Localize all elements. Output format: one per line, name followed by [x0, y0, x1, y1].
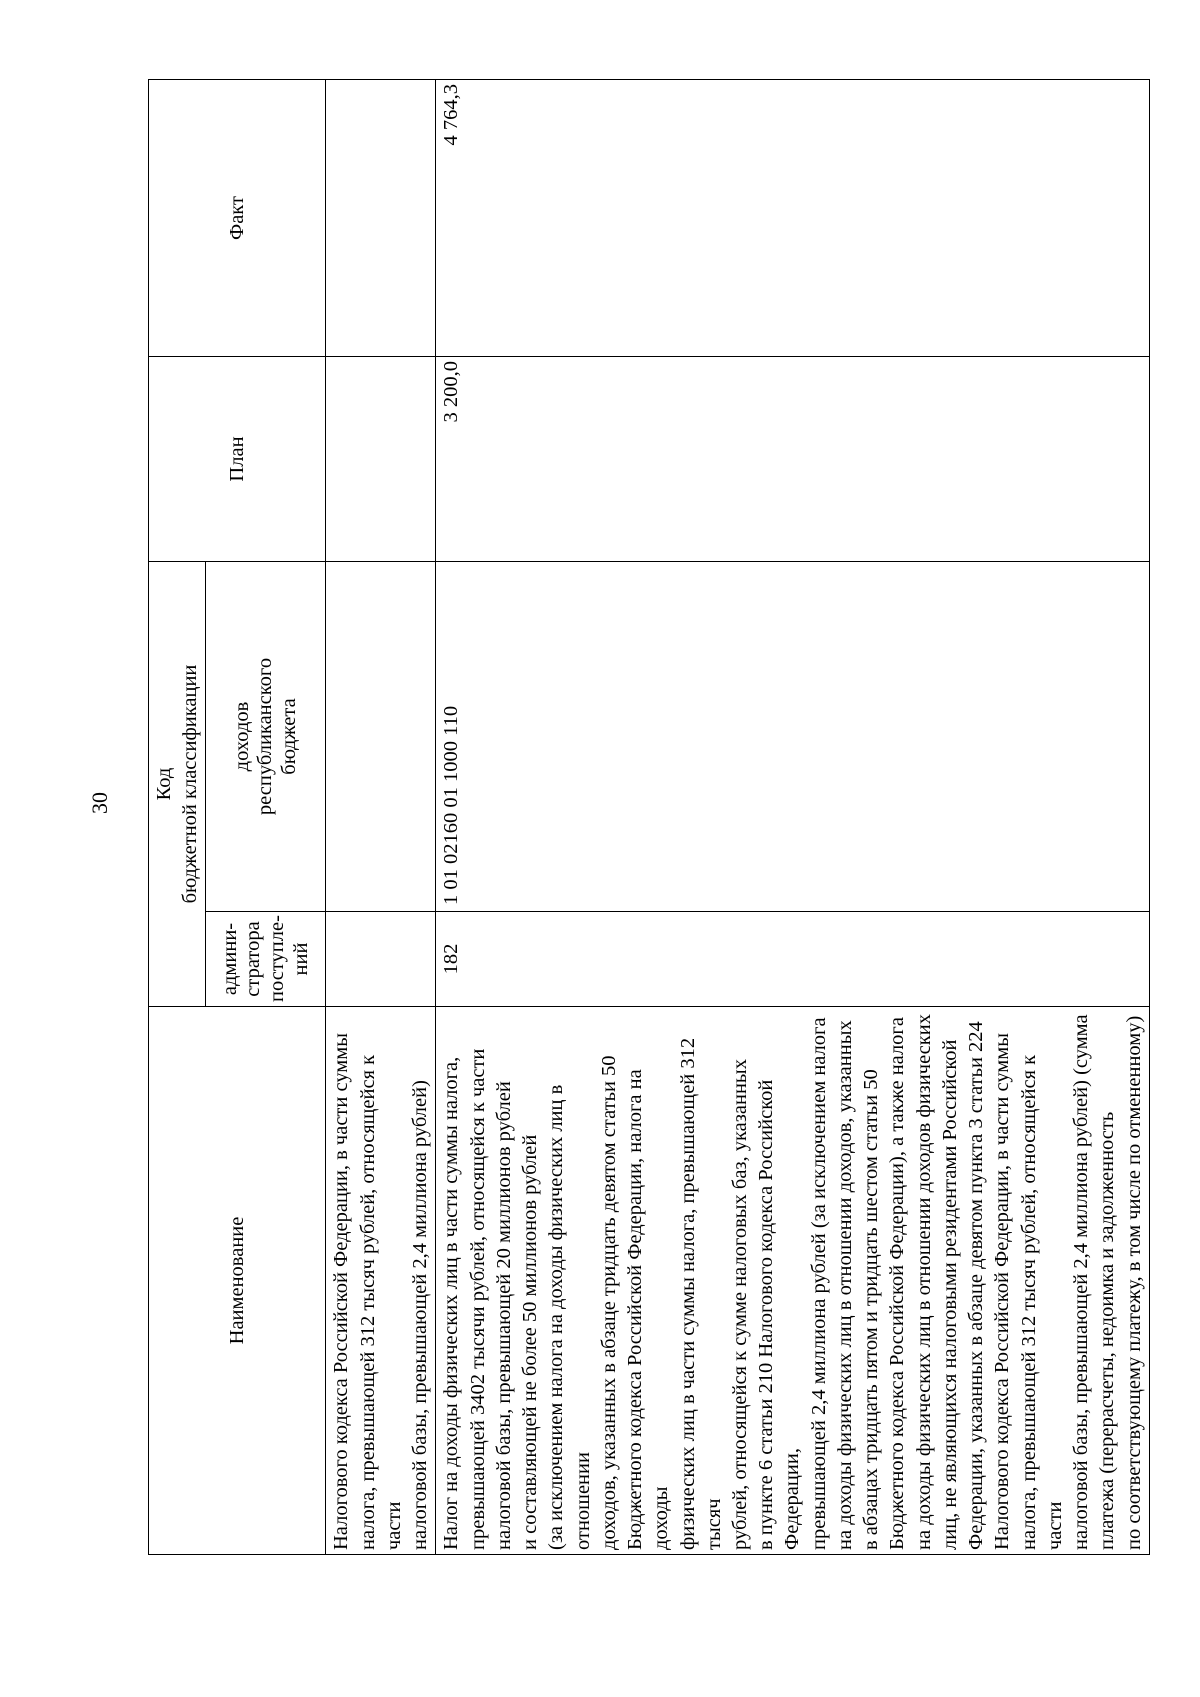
header-administrator: админи- стратора поступле- ний	[206, 912, 326, 1007]
row-fact	[326, 80, 436, 357]
rotated-table-wrapper	[148, 80, 1145, 1555]
row-code	[326, 562, 436, 912]
header-code-group: Код бюджетной классификации	[149, 562, 206, 1007]
row-plan: 3 200,0	[436, 357, 1149, 562]
row-plan	[326, 357, 436, 562]
row-administrator	[326, 912, 436, 1007]
header-plan: План	[149, 357, 326, 562]
row-name: Налогового кодекса Российской Федерации, в части суммы налога, превышающей 312 тысяч рублей, относящейся к части налоговой базы, превышающей 2,4 миллиона рублей)	[326, 1007, 436, 1555]
header-revenue: доходов республиканского бюджета	[206, 562, 326, 912]
table-row	[326, 80, 436, 1555]
table-row	[436, 80, 1149, 1555]
row-administrator: 182	[436, 912, 1149, 1007]
row-name: Налог на доходы физических лиц в части суммы налога, превышающей 3402 тысячи рублей, относящейся к части налоговой базы, превышающей 20 миллионов рублей и составляющей не более 50 миллионов рублей (за исключением налога на доходы физических лиц в отношении доходов, указанных в абзаце тридцать девятом статьи 50 Бюджетного кодекса Российской Федерации, налога на доходы физических лиц в части суммы налога, превышающей 312 тысяч рублей, относящейся к сумме налоговых баз, указанных в пункте 6 статьи 210 Налогового кодекса Российской Федерации, превышающей 2,4 миллиона рублей (за исключением налога на доходы физических лиц в отношении доходов, указанных в абзацах тридцать пятом и тридцать шестом статьи 50 Бюджетного кодекса Российской Федерации), а также налога на доходы физических лиц в отношении доходов физических лиц, не являющихся налоговыми резидентами Российской Федерации, указанных в абзаце девятом пункта 3 статьи 224 Налогового кодекса Российской Федерации, в части суммы налога, превышающей 312 тысяч рублей, относящейся к части налоговой базы, превышающей 2,4 миллиона рублей) (сумма платежа (перерасчеты, недоимка и задолженность по соответствующему платежу, в том числе по отмененному)	[436, 1007, 1149, 1555]
page-number: 30	[87, 792, 112, 814]
row-code: 1 01 02160 01 1000 110	[436, 562, 1149, 912]
revenue-table	[148, 79, 1150, 1555]
row-fact: 4 764,3	[436, 80, 1149, 357]
header-name: Наименование	[149, 1007, 326, 1555]
header-fact: Факт	[149, 80, 326, 357]
